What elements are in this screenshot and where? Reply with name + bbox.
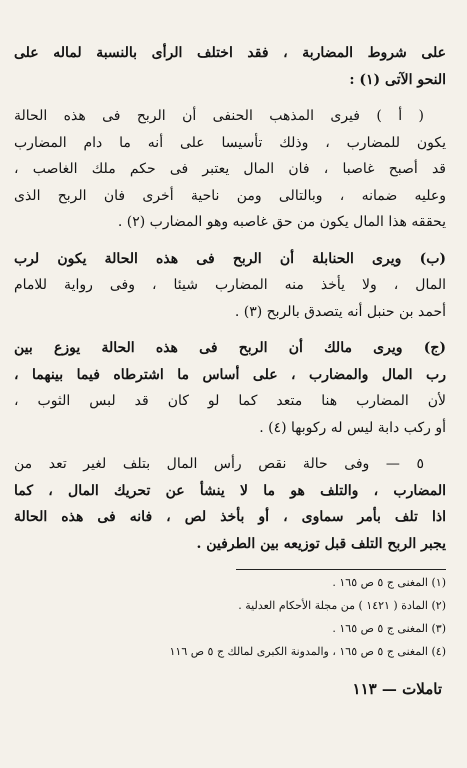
paragraph-hanbali bbox=[14, 246, 446, 326]
text-line: رب المال والمضارب ، على أساس ما اشترطاه فيما بينهما ، bbox=[14, 366, 446, 383]
paragraph-maliki bbox=[14, 335, 446, 441]
text-line: على شروط المضاربة ، فقد اختلف الرأى بالنسبة لماله على bbox=[14, 45, 446, 61]
text-line: المضارب ، والتلف هو ما لا ينشأ عن تحريك المال ، كما bbox=[14, 482, 446, 499]
text-line: وعليه ضمانه ، وبالتالى ومن ناحية أخرى فان الربح الذى bbox=[14, 187, 446, 204]
page-body bbox=[14, 40, 446, 567]
footnote: (١) المغنى ج ٥ ص ١٦٥ . bbox=[332, 576, 446, 589]
text-line: أو ركب دابة ليس له ركوبها (٤) . bbox=[259, 419, 446, 436]
text-line: (ج) ويرى مالك أن الربح فى هذه الحالة يوزع بين bbox=[14, 340, 446, 356]
page-footer: تاملات — ١١٣ bbox=[352, 680, 442, 698]
text-line: لأن المضارب هنا متعد كما لو كان قد لبس الثوب ، bbox=[14, 393, 446, 409]
text-line: ( أ ) فيرى المذهب الحنفى أن الربح فى هذه الحالة bbox=[14, 108, 424, 124]
text-line: المال ، ولا يأخذ منه المضارب شيئا ، وفى رواية للامام bbox=[14, 277, 446, 293]
paragraph-intro bbox=[14, 40, 446, 93]
text-line: ٥ — وفى حالة نقص رأس المال بتلف لغير تعد من bbox=[14, 456, 424, 472]
paragraph-hanafi bbox=[14, 103, 446, 236]
text-line: اذا تلف بأمر سماوى ، أو بأخذ لص ، فانه فى هذه الحالة bbox=[14, 509, 446, 525]
text-line: يكون للمضارب ، وذلك تأسيسا على أنه ما دام المضارب bbox=[14, 134, 446, 151]
footnote-divider bbox=[236, 569, 446, 570]
footnote: (٤) المغنى ج ٥ ص ١٦٥ ، والمدونة الكبرى لمالك ج ٥ ص ١١٦ bbox=[169, 645, 446, 658]
footnote: (٣) المغنى ج ٥ ص ١٦٥ . bbox=[332, 622, 446, 635]
text-line: أحمد بن حنبل أنه يتصدق بالربح (٣) . bbox=[234, 303, 446, 320]
text-line: (ب) ويرى الحنابلة أن الربح فى هذه الحالة يكون لرب bbox=[14, 250, 446, 267]
text-line: النحو الآتى (١) : bbox=[349, 71, 446, 88]
text-line: يجبر الربح التلف قبل توزيعه بين الطرفين . bbox=[196, 535, 446, 552]
text-line: يحققه هذا المال يكون من حق غاصبه وهو المضارب (٢) . bbox=[117, 214, 446, 230]
footnotes bbox=[26, 571, 446, 663]
text-line: قد أصبح غاصبا ، فان المال يعتبر فى حكم ملك الغاصب ، bbox=[14, 161, 446, 177]
footnote: (٢) المادة ( ١٤٢١ ) من مجلة الأحكام العدلية . bbox=[238, 599, 446, 612]
paragraph-capital-loss bbox=[14, 451, 446, 557]
